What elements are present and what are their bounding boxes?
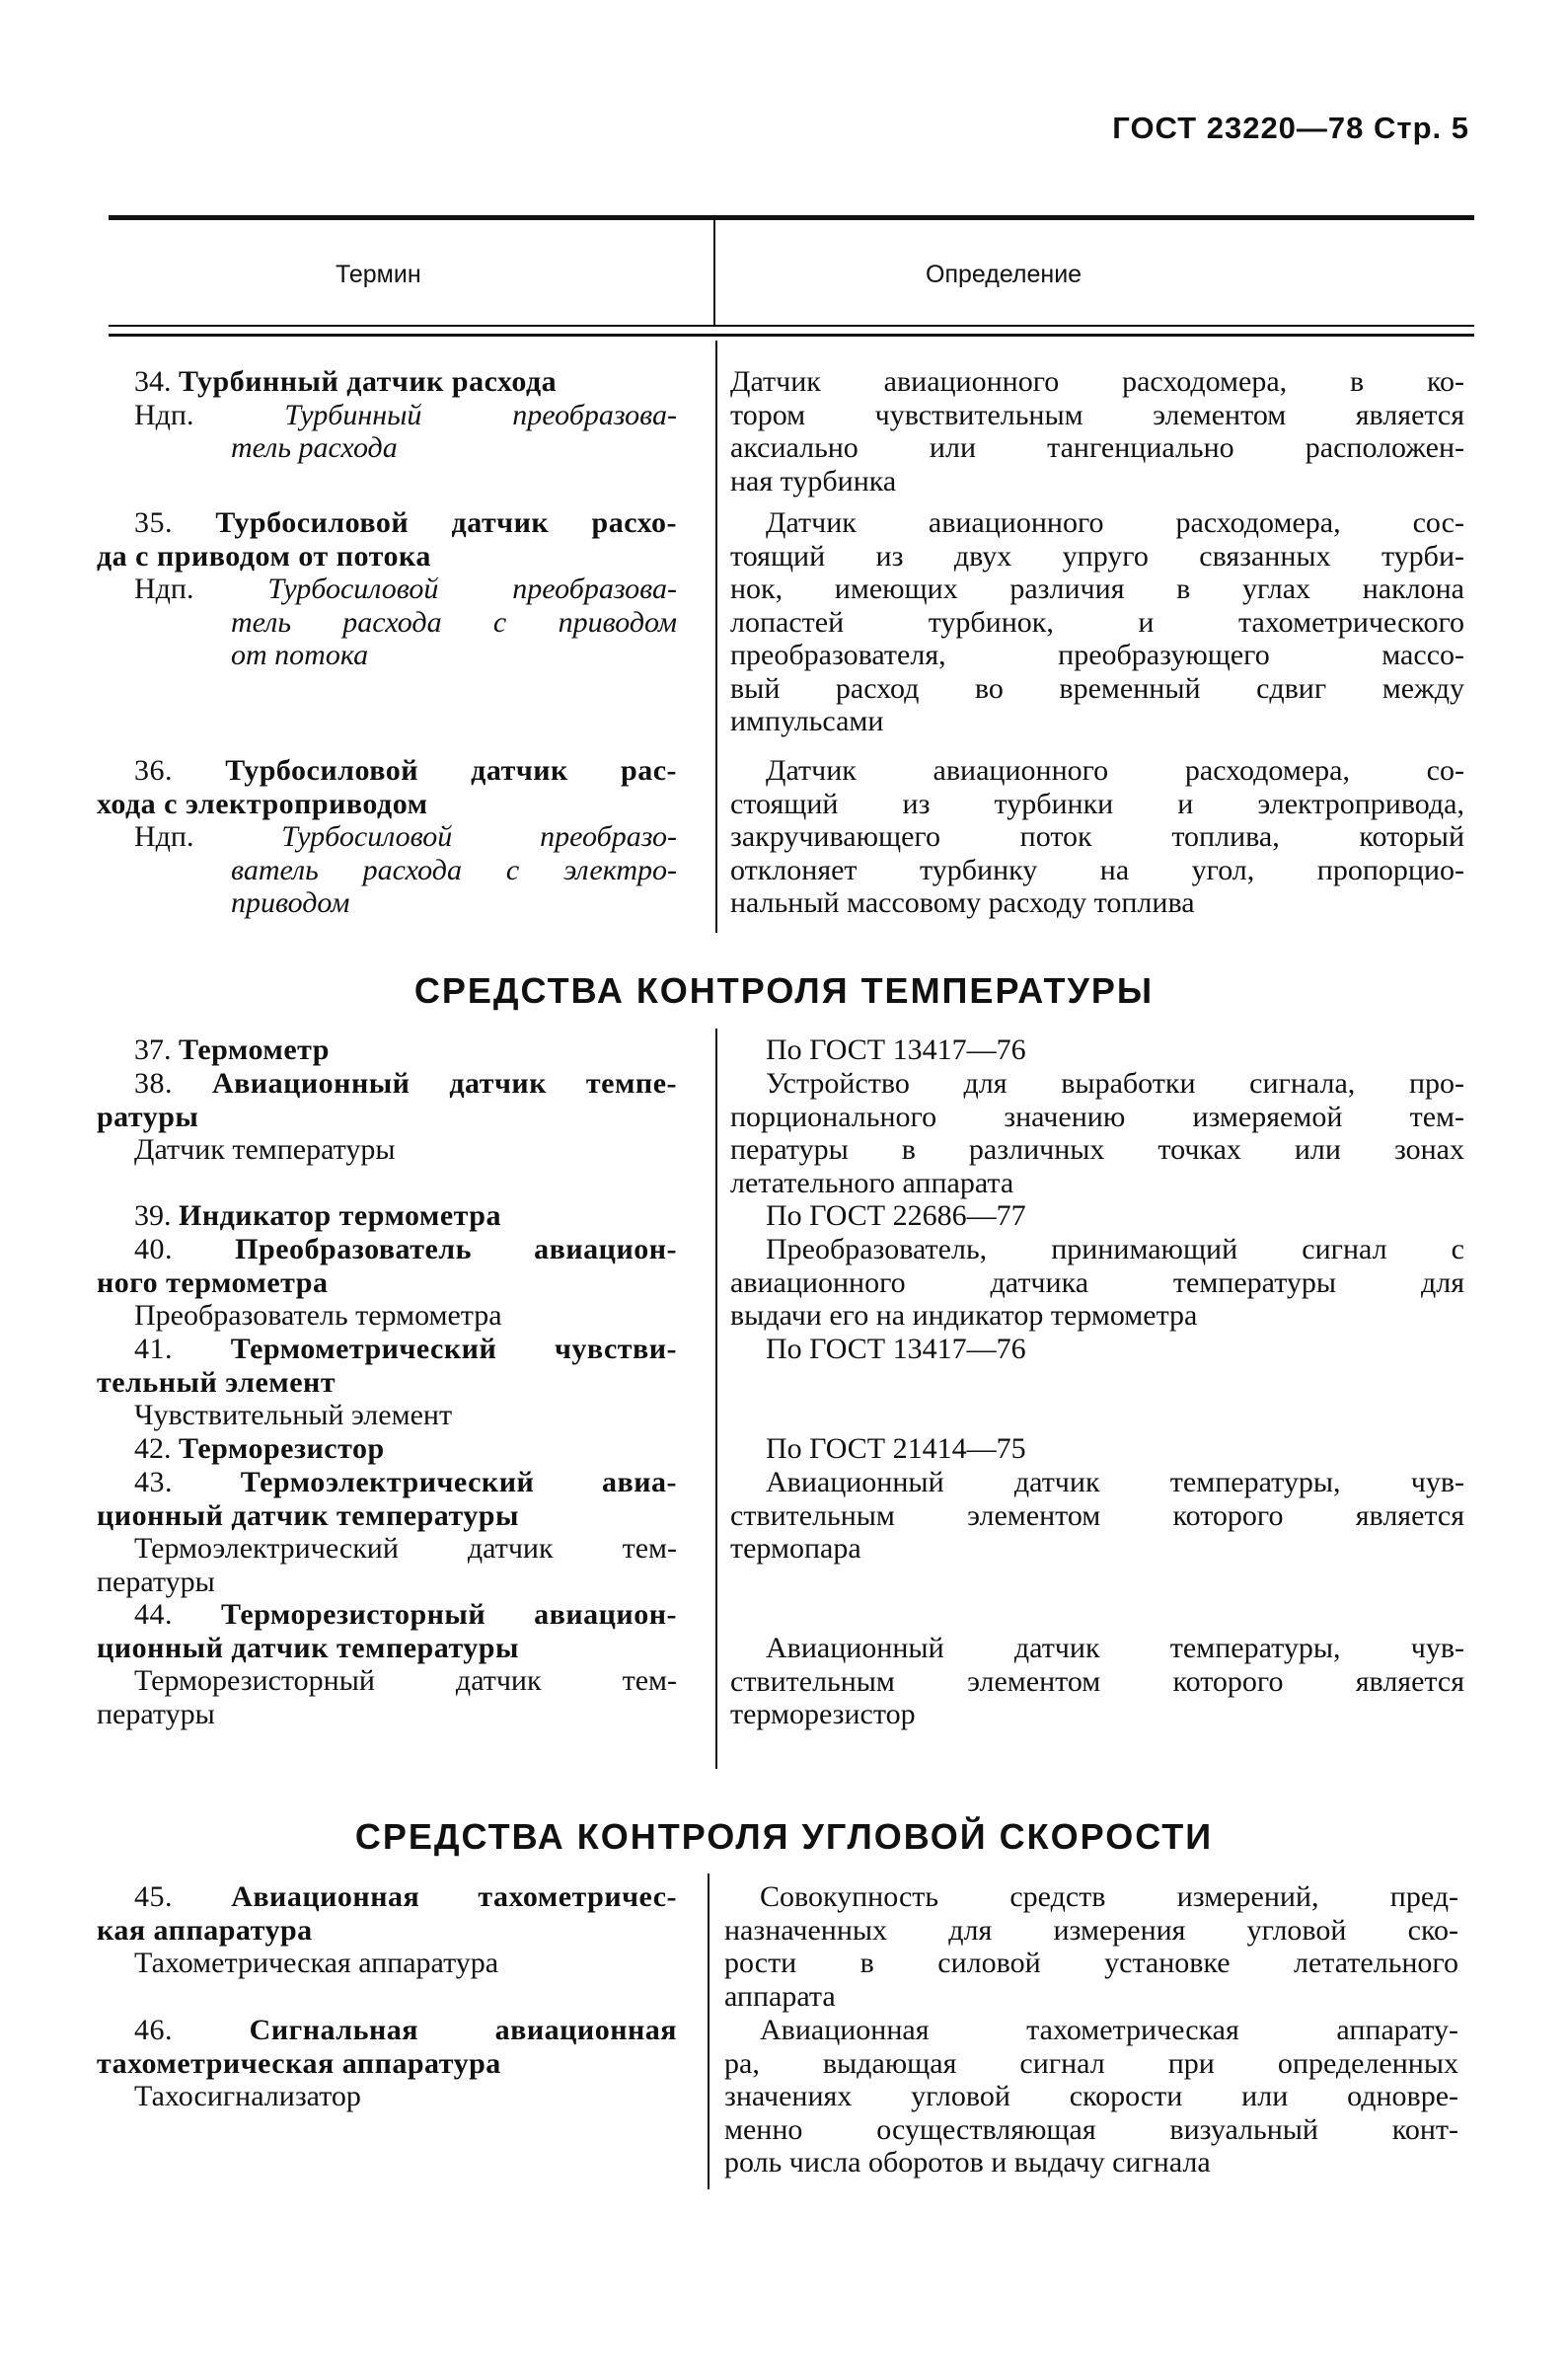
term-entry-44: 44. Терморезисторный авиацион- ционный датчик температуры Терморезисторный датчик тем- пературы bbox=[97, 1598, 677, 1730]
term-entry-37: 37. Термометр bbox=[134, 1033, 330, 1066]
definition-entry-43: Авиационный датчик температуры, чув- ствительным элементом которого является термопара bbox=[730, 1466, 1464, 1565]
section-heading-angular-velocity: СРЕДСТВА КОНТРОЛЯ УГЛОВОЙ СКОРОСТИ bbox=[354, 1816, 1214, 1857]
table-top-rule bbox=[109, 215, 1474, 220]
term-entry-35: 35. Турбосиловой датчик расхо- да с приводом от потока Ндп. Турбосиловой преобразова- тель расхода с приводом от потока bbox=[97, 506, 677, 671]
column-header-term: Термин bbox=[336, 261, 421, 288]
definition-entry-40: Преобразователь, принимающий сигнал с авиационного датчика температуры для выдачи его на индикатор термометра bbox=[730, 1233, 1464, 1332]
column-divider-2 bbox=[715, 1029, 717, 1769]
page-header: ГОСТ 23220—78 Стр. 5 bbox=[1112, 111, 1469, 145]
term-entry-43: 43. Термоэлектрический авиа- ционный датчик температуры Термоэлектрический датчик тем- пературы bbox=[97, 1466, 677, 1598]
column-header-definition: Определение bbox=[926, 261, 1083, 288]
definition-entry-35: Датчик авиационного расходомера, сос- тоящий из двух упруго связанных турби- нок, имеющих различия в углах наклона лопастей турбинок, и тахометрического преобразователя, преобразующего массо- вый расход во временный сдвиг между импульсами bbox=[730, 506, 1464, 737]
term-entry-40: 40. Преобразователь авиацион- ного термометра Преобразователь термометра bbox=[97, 1233, 677, 1332]
definition-entry-45: Совокупность средств измерений, пред- назначенных для измерения угловой ско- рости в силовой установке летательного аппарата bbox=[724, 1880, 1458, 2013]
term-entry-42: 42. Терморезистор bbox=[134, 1432, 385, 1465]
term-entry-45: 45. Авиационная тахометричес- кая аппаратура Тахометрическая аппаратура bbox=[97, 1880, 678, 1979]
column-divider-3 bbox=[708, 1874, 709, 2189]
definition-entry-41: По ГОСТ 13417—76 bbox=[766, 1333, 1026, 1365]
term-entry-34: 34. Турбинный датчик расхода Ндп. Турбинный преобразова- тель расхода bbox=[134, 365, 677, 464]
definition-entry-42: По ГОСТ 21414—75 bbox=[766, 1432, 1026, 1465]
table-header-rule bbox=[109, 325, 1474, 327]
term-entry-46: 46. Сигнальная авиационная тахометрическая аппаратура Тахосигнализатор bbox=[97, 2014, 677, 2112]
term-entry-39: 39. Индикатор термометра bbox=[134, 1199, 501, 1232]
definition-entry-44: Авиационный датчик температуры, чув- ствительным элементом которого является терморезистор bbox=[730, 1632, 1464, 1730]
table-header-rule-thick bbox=[109, 334, 1474, 337]
table-header-row bbox=[109, 225, 1474, 324]
term-entry-38: 38. Авиационный датчик темпе- ратуры Датчик температуры bbox=[97, 1067, 678, 1166]
definition-entry-37: По ГОСТ 13417—76 bbox=[766, 1033, 1026, 1066]
definition-entry-39: По ГОСТ 22686—77 bbox=[766, 1199, 1026, 1232]
definition-entry-38: Устройство для выработки сигнала, про- порционального значению измеряемой тем- пературы в различных точках или зонах летательного аппарата bbox=[730, 1067, 1464, 1199]
section-heading-temperature: СРЕДСТВА КОНТРОЛЯ ТЕМПЕРАТУРЫ bbox=[413, 970, 1155, 1011]
column-divider-header bbox=[713, 219, 715, 326]
term-entry-36: 36. Турбосиловой датчик рас- хода с электроприводом Ндп. Турбосиловой преобразо- ватель расхода с электро- приводом bbox=[97, 754, 677, 919]
column-divider-1 bbox=[715, 341, 717, 933]
definition-entry-34: Датчик авиационного расходомера, в ко- тором чувствительным элементом является аксиально или тангенциально расположен- ная турбинка bbox=[730, 365, 1464, 497]
definition-entry-46: Авиационная тахометрическая аппарату- ра, выдающая сигнал при определенных значениях угловой скорости или одновре- менно осуществляющая визуальный конт- роль числа оборотов и выдачу сигнала bbox=[724, 2014, 1458, 2179]
definition-entry-36: Датчик авиационного расходомера, со- стоящий из турбинки и электропривода, закручивающего поток топлива, который отклоняет турбинку на угол, пропорцио- нальный массовому расходу топлива bbox=[730, 754, 1464, 919]
term-entry-41: 41. Термометрический чувстви- тельный элемент Чувствительный элемент bbox=[97, 1333, 677, 1431]
